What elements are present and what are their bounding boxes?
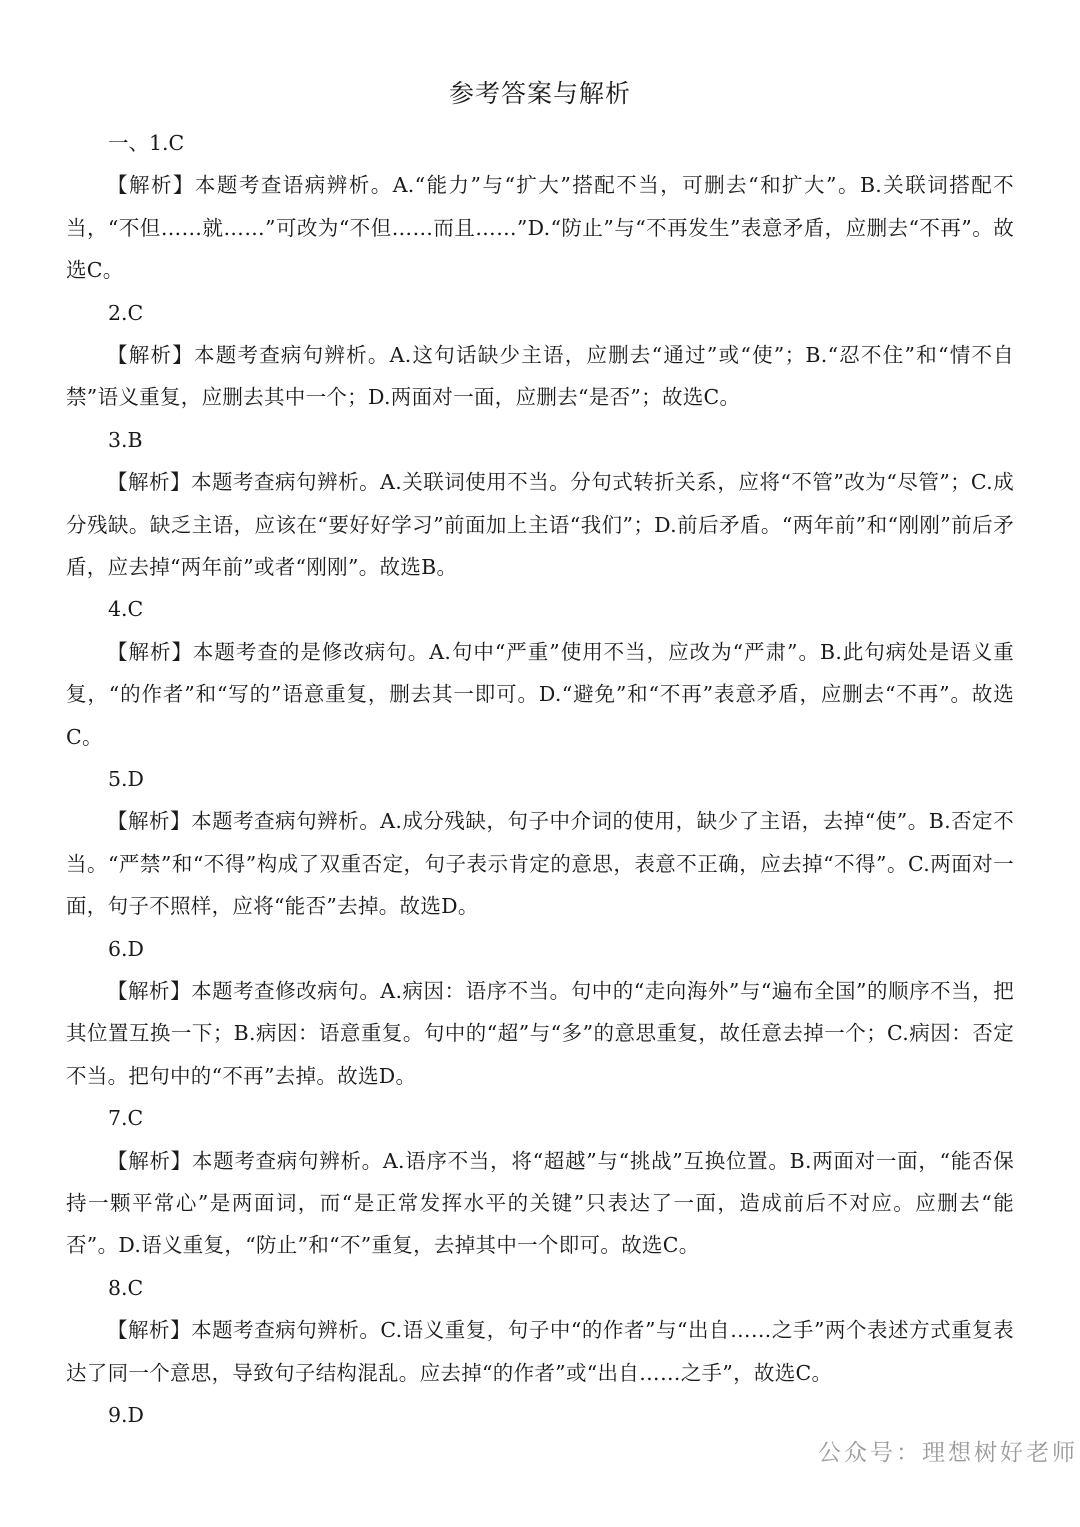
question-number: 4.C	[108, 597, 144, 622]
analysis-text: 【解析】本题考查语病辨析。A.“能力”与“扩大”搭配不当，可删去“和扩大”。B.关联词搭配不当，“不但……就……”可改为“不但……而且……”D.“防止”与“不再发生”表意矛盾，应删去“不再”。故选C。	[66, 173, 1014, 283]
question-number: 6.D	[108, 936, 144, 961]
question-number: 2.C	[108, 300, 144, 325]
analysis-text: 【解析】本题考查病句辨析。A.关联词使用不当。分句式转折关系，应将“不管”改为“尽管”；C.成分残缺。缺乏主语，应该在“要好好学习”前面加上主语“我们”；D.前后矛盾。“两年前”和“刚刚”前后矛盾，应去掉“两年前”或者“刚刚”。故选B。	[66, 470, 1014, 580]
analysis-text: 【解析】本题考查病句辨析。A.成分残缺，句子中介词的使用，缺少了主语，去掉“使”。B.否定不当。“严禁”和“不得”构成了双重否定，句子表示肯定的意思，表意不正确，应去掉“不得”。C.两面对一面，句子不照样，应将“能否”去掉。故选D。	[66, 809, 1014, 919]
watermark-text: 公众号：理想树好老师	[818, 1440, 1078, 1466]
question-number: 7.C	[108, 1106, 144, 1131]
question-number: 5.D	[108, 767, 144, 792]
question-number: 3.B	[108, 427, 143, 452]
analysis-text: 【解析】本题考查修改病句。A.病因：语序不当。句中的“走向海外”与“遍布全国”的顺序不当，把其位置互换一下；B.病因：语意重复。句中的“超”与“多”的意思重复，故任意去掉一个；C.病因：否定不当。把句中的“不再”去掉。故选D。	[66, 979, 1014, 1088]
answer-list	[66, 122, 1014, 1436]
question-number: 8.C	[108, 1275, 144, 1300]
question-number: 9.D	[108, 1403, 144, 1428]
page-title: 参考答案与解析	[448, 79, 631, 108]
analysis-text: 【解析】本题考查的是修改病句。A.句中“严重”使用不当，应改为“严肃”。B.此句病处是语义重复，“的作者”和“写的”语意重复，删去其一即可。D.“避免”和“不再”表意矛盾，应删去“不再”。故选C。	[66, 639, 1014, 749]
section-heading: 一、1.C	[108, 131, 185, 155]
analysis-text: 【解析】本题考查病句辨析。C.语义重复，句子中“的作者”与“出自……之手”两个表述方式重复表达了同一个意思，导致句子结构混乱。应去掉“的作者”或“出自……之手”，故选C。	[66, 1318, 1014, 1385]
analysis-text: 【解析】本题考查病句辨析。A.这句话缺少主语，应删去“通过”或“使”；B.“忍不住”和“情不自禁”语义重复，应删去其中一个；D.两面对一面，应删去“是否”；故选C。	[66, 343, 1014, 410]
analysis-text: 【解析】本题考查病句辨析。A.语序不当，将“超越”与“挑战”互换位置。B.两面对一面，“能否保持一颗平常心”是两面词，而“是正常发挥水平的关键”只表达了一面，造成前后不对应。应删去“能否”。D.语义重复，“防止”和“不”重复，去掉其中一个即可。故选C。	[66, 1148, 1014, 1258]
